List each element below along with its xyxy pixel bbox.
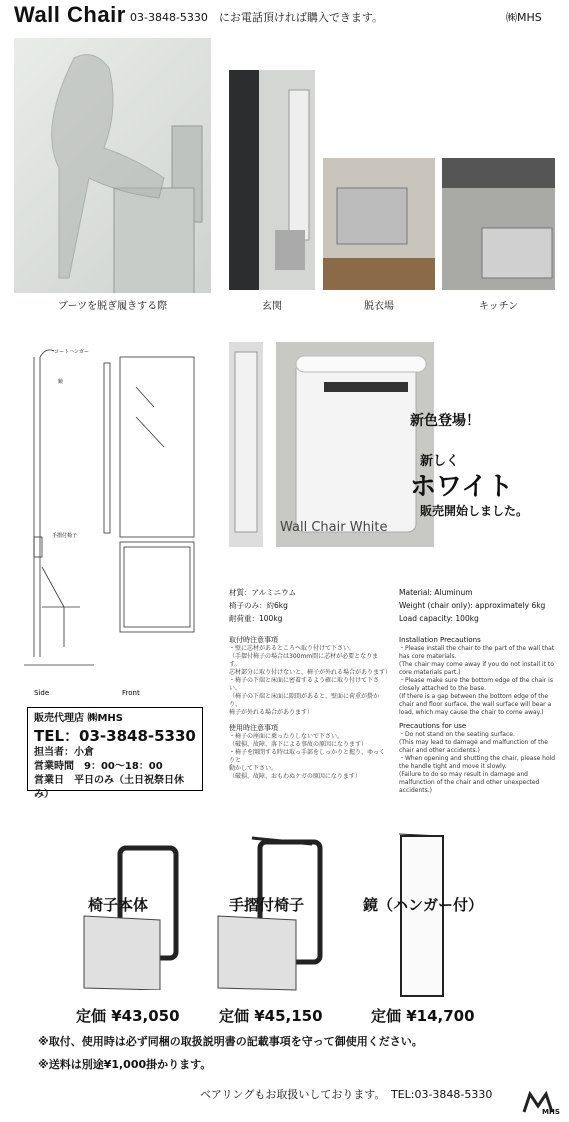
main-photo-caption: ブーツを脱ぎ履きする際	[57, 301, 168, 312]
specs-jp: 材質：アルミニウム 椅子のみ：約6kg 耐荷重：100kg 取付時注意事項 ・壁に芯材があるところへ取り付けて下さい。 （手摺付椅子の場合は300mm間に芯材が必要となります。 芯材部分に取り付けないと、椅子が外れる場合があります） ・椅子の下端と床面に密着するよう確に取り付けて下さい。 （椅子の下端と床面に隙間があると、壁面に荷重が掛かり、 椅子が外れる場合があります） 使用時注意事項 ・椅子の座面に乗ったりしないで下さい。 （破損、故障、落下による事故の原因になります） ・椅子を開閉する時は取っ手部をしっかりと握り、ゆっくりと 動かして下さい。 （破損、故障、おもわぬケガの原因になります）	[229, 588, 392, 780]
woman-sitting-illustration	[14, 38, 211, 293]
dealer-hours: 営業時間 9：00～18：00	[34, 761, 163, 772]
handrail-chair-label: 手摺付椅子	[52, 533, 78, 539]
mhs-logo	[520, 1090, 560, 1118]
mirror-illustration	[395, 830, 451, 1002]
chair-body-illustration	[80, 840, 190, 990]
note-instructions: ※取付、使用時は必ず同梱の取扱説明書の記載事項を守って御使用ください。	[38, 1035, 423, 1048]
product-price-handrail-chair: 定価 ¥45,150	[219, 1007, 323, 1025]
phone-note: 03-3848-5330 にお電話頂ければ購入できます。	[130, 11, 384, 24]
dealer-days: 営業日 平日のみ（土日祝祭日休み）	[34, 775, 184, 800]
kitchen-photo	[442, 158, 555, 290]
specs-en: Material: Aluminum Weight (chair only): approximately 6kg Load capacity: 100kg Installation Precautions ・Please install the chair to the part of the wall that has core materials. (The chair may come away if you do not install it to core materials part.) ・Please make sure the bottom edge of the chair is closely attached to the base. (If there is a gap between the bottom edge of the chair and floor surface, the wall surface will bear a load, which may cause the chair to come away.) Precautions for use ・Do not stand on the seating surface. (This may lead to damage and malfunction of the chair and other accidents.) ・When opening and shutting the chair, please hold the handle tight and move it slowly. (Failure to do so may result in damage and malfunction of the chair and other unexpected accidents.)	[399, 588, 556, 794]
product-label-mirror: 鏡（ハンガー付）	[363, 896, 484, 914]
product-price-chair: 定価 ¥43,050	[76, 1007, 180, 1025]
dealer-title: 販売代理店 ㈱MHS	[34, 713, 124, 724]
white-chair-photo	[229, 342, 263, 547]
promo-white: ホワイト	[410, 472, 514, 502]
page-title: Wall Chair	[14, 2, 126, 27]
white-chair-closeup	[276, 342, 434, 547]
note-shipping: ※送料は別途¥1,000掛かります。	[38, 1058, 212, 1071]
technical-drawing	[24, 327, 220, 697]
dealer-box	[27, 707, 203, 800]
product-price-mirror: 定価 ¥14,700	[371, 1007, 475, 1025]
wall-chair-white-label: Wall Chair White	[280, 520, 388, 535]
product-label-handrail-chair: 手摺付椅子	[229, 896, 305, 914]
logo-text: MHS	[542, 1108, 560, 1116]
side-label: Side	[34, 689, 50, 697]
mirror-label: 鏡	[58, 379, 64, 385]
product-label-chair: 椅子本体	[88, 896, 149, 914]
promo-new: 新しく	[420, 454, 460, 469]
entrance-caption: 玄関	[262, 301, 282, 312]
front-label: Front	[122, 689, 140, 697]
dealer-tel[interactable]: TEL：03-3848-5330	[34, 727, 196, 745]
footer-bearing: ベアリングもお取扱いしております。 TEL:03-3848-5330	[200, 1088, 493, 1101]
hanger-label: コートハンガー	[54, 349, 89, 355]
dealer-person: 担当者：小倉	[34, 747, 94, 758]
dressing-caption: 脱衣場	[364, 301, 394, 312]
company-name: ㈱MHS	[506, 11, 542, 24]
dressing-photo	[323, 158, 435, 290]
main-photo	[14, 38, 211, 293]
promo-sale: 販売開始しました。	[420, 504, 529, 518]
entrance-photo	[229, 70, 315, 290]
promo-headline: 新色登場！	[410, 413, 480, 429]
kitchen-caption: キッチン	[478, 301, 519, 312]
